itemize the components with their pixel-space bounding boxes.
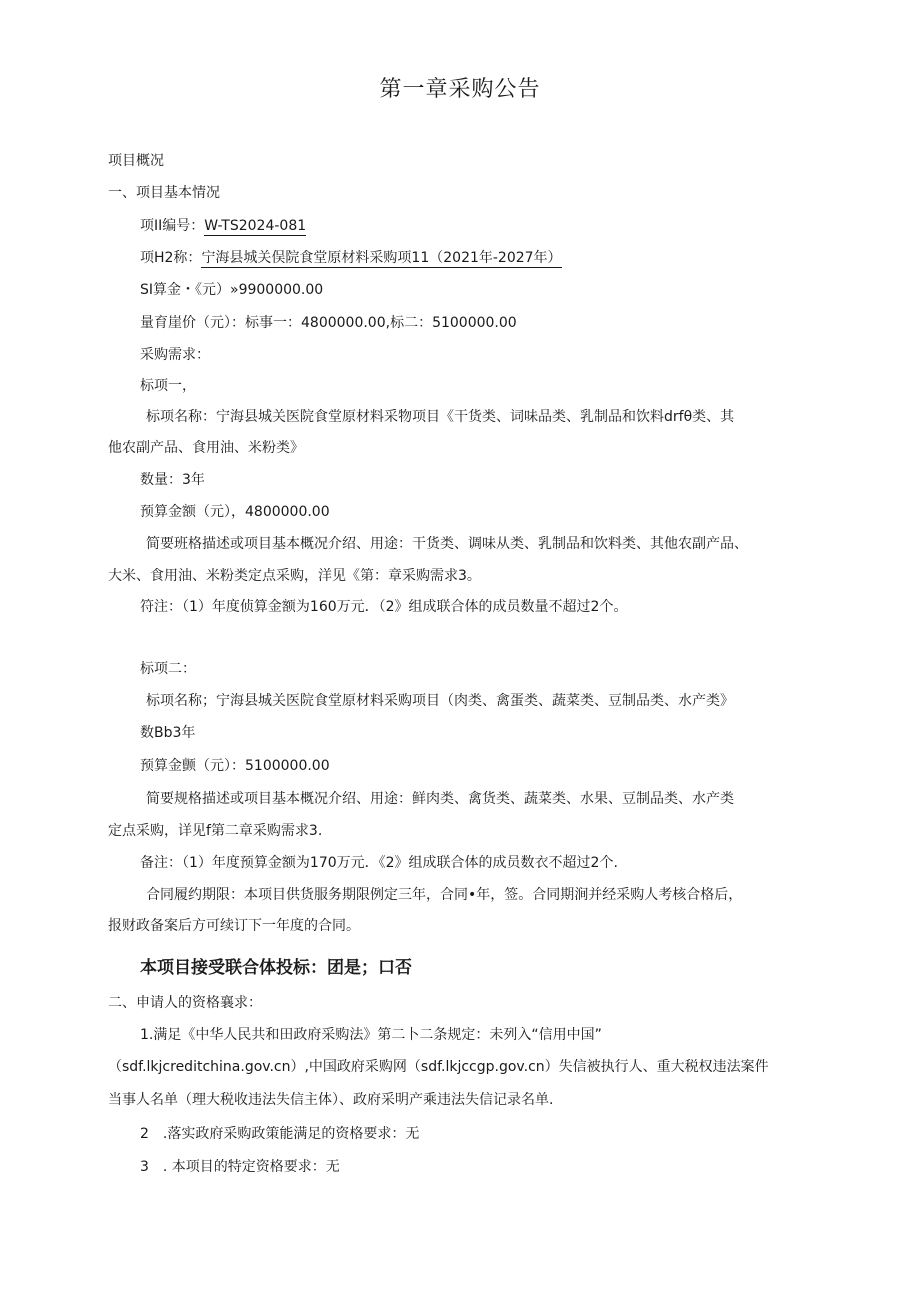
qualification-item2: 2 .落实政府采购政策能满足的资格要求：无 bbox=[140, 1126, 420, 1142]
lot1-name-line2: 他农副产品、食用油、米粉类》 bbox=[108, 440, 304, 456]
lot2-budget: 预算金颤（元）：5100000.00 bbox=[140, 758, 330, 774]
qualification-item1-line3: 当事人名单（理大税收违法失信主体）、政府采明产乘违法失信记录名单. bbox=[108, 1092, 554, 1108]
page-title: 第一章采购公告 bbox=[379, 77, 541, 102]
lot1-quantity: 数量：3年 bbox=[140, 472, 205, 488]
qualification-item1-line1: 1.满足《中华人民共和田政府采购法》第二卜二条规定：未列入“信用中国” bbox=[140, 1027, 602, 1043]
lot1-desc-line2: 大米、食用油、米粉类定点采购，洋见《第：章采购需求3。 bbox=[108, 568, 481, 584]
qualification-item1-line2: （sdf.lkjcreditchina.gov.cn）,中国政府采购网（sdf.lkjccgp.gov.cn）失信被执行人、重大税权违法案件 bbox=[108, 1059, 769, 1075]
lot2-desc-line2: 定点采购，详见f第二章采购需求3. bbox=[108, 823, 323, 839]
lot2-name-line: 标项名称；宁海县城关医院食堂原材料采购项目（肉类、禽蛋类、蔬菜类、豆制品类、水产类》 bbox=[146, 693, 734, 709]
project-number-label: 项II编号： bbox=[140, 218, 205, 234]
demand-heading: 采购需求： bbox=[140, 347, 210, 363]
lot1-note: 符注：（1）年度侦算金额为160万元．（2》组成联合体的成员数量不超过2个。 bbox=[140, 599, 628, 615]
contract-line1: 合同履约期限：本项目供货服务期限例定三年，合同•年，签。合同期涧并经采购人考核合格后， bbox=[146, 887, 743, 903]
project-name-value: 宁海县城关俣院食堂原材料采购项11（2021年-2027年） bbox=[201, 250, 562, 266]
project-number bbox=[140, 216, 306, 236]
contract-line2: 报财政备案后方可续订下一年度的合同。 bbox=[108, 918, 360, 934]
max-price-line: 量育崖价（元）：标事一：4800000.00,标二：5100000.00 bbox=[140, 315, 517, 331]
section1-heading: 一、项目基本情况 bbox=[108, 185, 220, 201]
lot1-desc-line1: 简要班格描述或项目基本概况介绍、用途：干货类、调味从类、乳制品和饮料类、其他农副产品、 bbox=[146, 536, 748, 552]
lot2-desc-line1: 简要规格描述或项目基本概况介绍、用途：鲜肉类、禽货类、蔬菜类、水果、豆制品类、水产类 bbox=[146, 791, 734, 807]
overview-heading: 项目概况 bbox=[108, 153, 164, 169]
lot1-name-line1: 标项名称：宁海县城关医院食堂原材料采物项目《干货类、词味品类、乳制品和饮料drfθ类、其 bbox=[146, 409, 735, 425]
consortium-line: 本项目接受联合体投标：团是；口否 bbox=[140, 958, 412, 978]
project-number-value: W-TS2024-081 bbox=[204, 218, 307, 234]
budget-line: SI算金・《元）»9900000.00 bbox=[140, 282, 324, 298]
lot2-note: 备注：（1）年度预算金额为170万元．《2》组成联合体的成员数衣不超过2个. bbox=[140, 855, 618, 871]
lot1-budget: 预算金额（元），4800000.00 bbox=[140, 504, 330, 520]
lot1-heading: 标项一， bbox=[140, 378, 196, 394]
lot2-heading: 标项二： bbox=[140, 661, 196, 677]
section2-heading: 二、申请人的资格襄求： bbox=[108, 995, 262, 1011]
lot2-quantity: 数Bb3年 bbox=[140, 725, 196, 741]
project-name bbox=[140, 248, 562, 268]
qualification-item3: 3 . 本项目的特定资格要求：无 bbox=[140, 1159, 340, 1175]
project-name-label: 项H2称： bbox=[140, 250, 202, 266]
